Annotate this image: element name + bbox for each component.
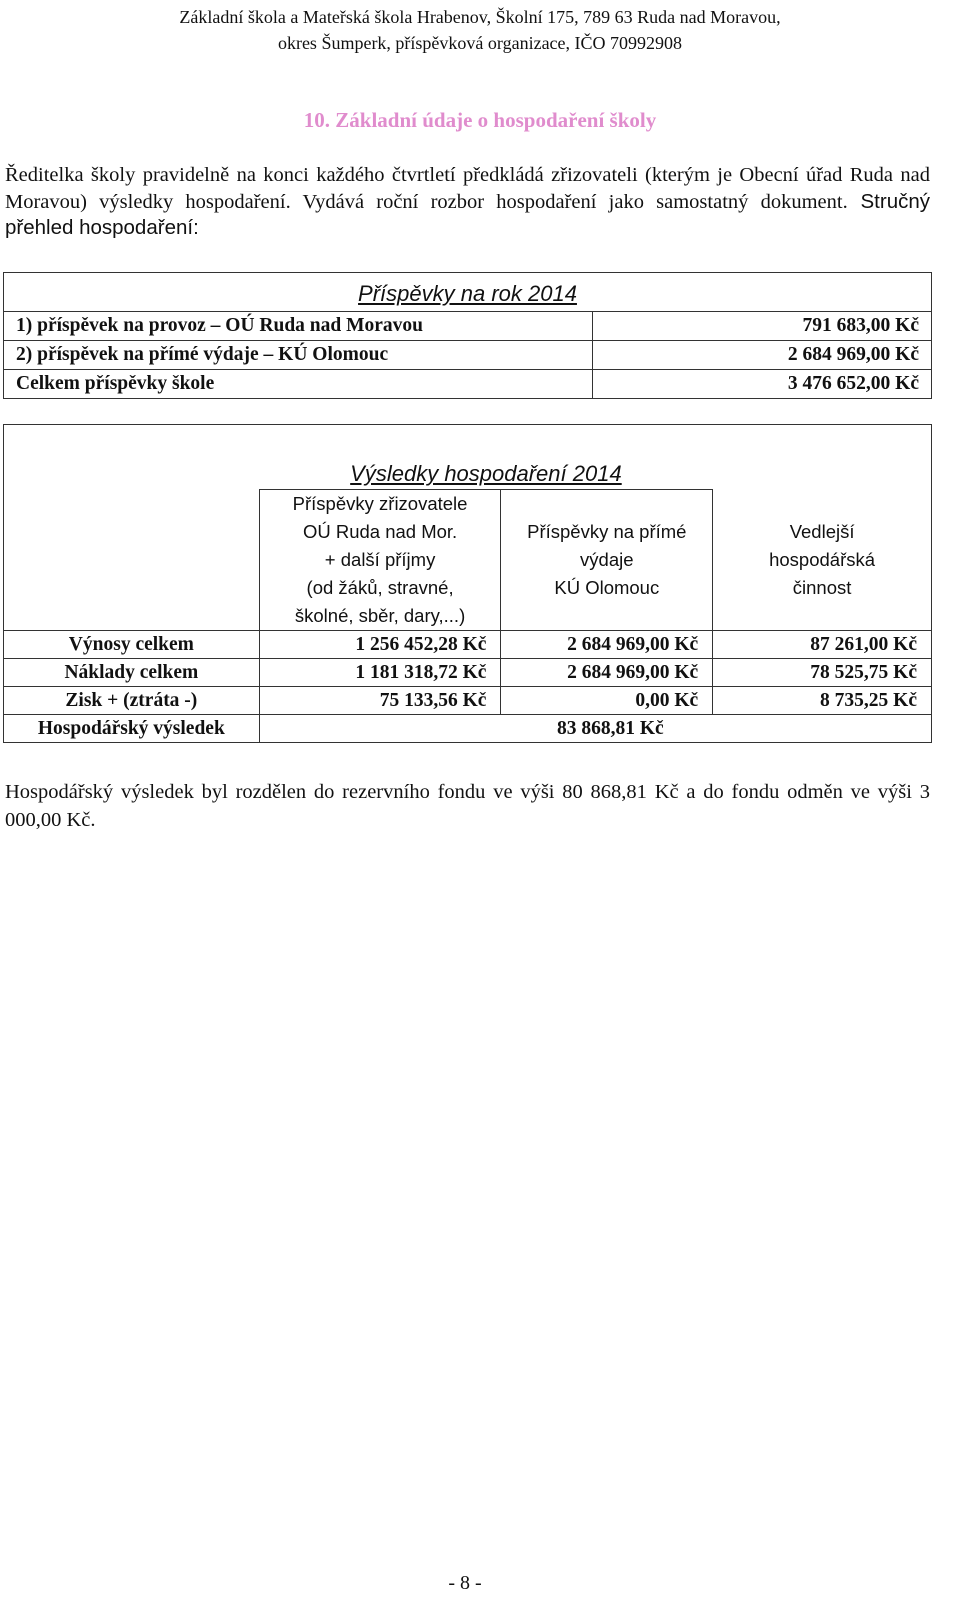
cell-value: 1 256 452,28 Kč	[259, 631, 501, 659]
page-number: - 8 -	[448, 1572, 482, 1594]
row-label: Celkem příspěvky škole	[4, 370, 593, 399]
header-line: Příspěvky na přímé	[527, 521, 687, 542]
row-label: Zisk + (ztráta -)	[4, 687, 260, 715]
cell-value: 0,00 Kč	[501, 687, 713, 715]
row-label: 1) příspěvek na provoz – OÚ Ruda nad Moravou	[4, 312, 593, 341]
row-label: 2) příspěvek na přímé výdaje – KÚ Olomouc	[4, 341, 593, 370]
cell-value: 75 133,56 Kč	[259, 687, 501, 715]
row-value: 3 476 652,00 Kč	[593, 370, 932, 399]
column-header-founder	[259, 490, 501, 631]
cell-value: 87 261,00 Kč	[713, 631, 932, 659]
column-header-direct	[501, 490, 713, 631]
cell-value: 2 684 969,00 Kč	[501, 659, 713, 687]
results-caption: Výsledky hospodaření 2014	[259, 425, 712, 490]
intro-text-sans: Stručný přehled hospodaření:	[5, 189, 931, 239]
header-line: školné, sběr, dary,...)	[294, 605, 466, 626]
intro-text: Ředitelka školy pravidelně na konci každého čtvrtletí předkládá zřizovateli (kterým je Obecní úřad Ruda nad Moravou) výsledky hospodaření. Vydává roční rozbor hospodaření jako samostatný dokument.	[5, 164, 930, 213]
header-line: činnost	[792, 576, 852, 598]
total-label: Hospodářský výsledek	[4, 715, 260, 743]
header-line: Příspěvky zřizovatele	[292, 493, 468, 514]
header-line: (od žáků, stravné,	[306, 577, 454, 598]
row-value: 2 684 969,00 Kč	[593, 341, 932, 370]
table-row	[4, 341, 932, 370]
header-line: Vedlejší	[789, 520, 855, 542]
table-row	[4, 312, 932, 341]
page-header	[0, 4, 960, 56]
header-line: hospodářská	[769, 548, 876, 570]
header-line-2: okres Šumperk, příspěvková organizace, IČO 70992908	[277, 33, 683, 53]
cell-value: 2 684 969,00 Kč	[501, 631, 713, 659]
table-row	[4, 659, 932, 687]
header-line: KÚ Olomouc	[554, 577, 660, 598]
table-row	[4, 370, 932, 399]
row-value: 791 683,00 Kč	[593, 312, 932, 341]
header-line: OÚ Ruda nad Mor.	[302, 521, 458, 542]
intro-paragraph	[5, 162, 930, 242]
header-line: výdaje	[580, 549, 634, 570]
row-label: Výnosy celkem	[4, 631, 260, 659]
contributions-table	[3, 272, 932, 399]
contributions-caption: Příspěvky na rok 2014	[4, 273, 932, 312]
table-row	[4, 687, 932, 715]
cell-value: 8 735,25 Kč	[713, 687, 932, 715]
column-header-secondary	[713, 490, 932, 631]
header-line: + další příjmy	[324, 549, 436, 570]
cell-value: 1 181 318,72 Kč	[259, 659, 501, 687]
cell-value: 78 525,75 Kč	[713, 659, 932, 687]
total-value: 83 868,81 Kč	[259, 715, 931, 743]
header-line-1: Základní škola a Mateřská škola Hrabenov, Školní 175, 789 63 Ruda nad Moravou,	[179, 7, 781, 27]
results-table	[3, 424, 932, 743]
outro-paragraph: Hospodářský výsledek byl rozdělen do rezervního fondu ve výši 80 868,81 Kč a do fondu odměn ve výši 3 000,00 Kč.	[5, 781, 930, 831]
section-title: 10. Základní údaje o hospodaření školy	[303, 108, 657, 132]
row-label: Náklady celkem	[4, 659, 260, 687]
table-row	[4, 631, 932, 659]
table-row-total	[4, 715, 932, 743]
